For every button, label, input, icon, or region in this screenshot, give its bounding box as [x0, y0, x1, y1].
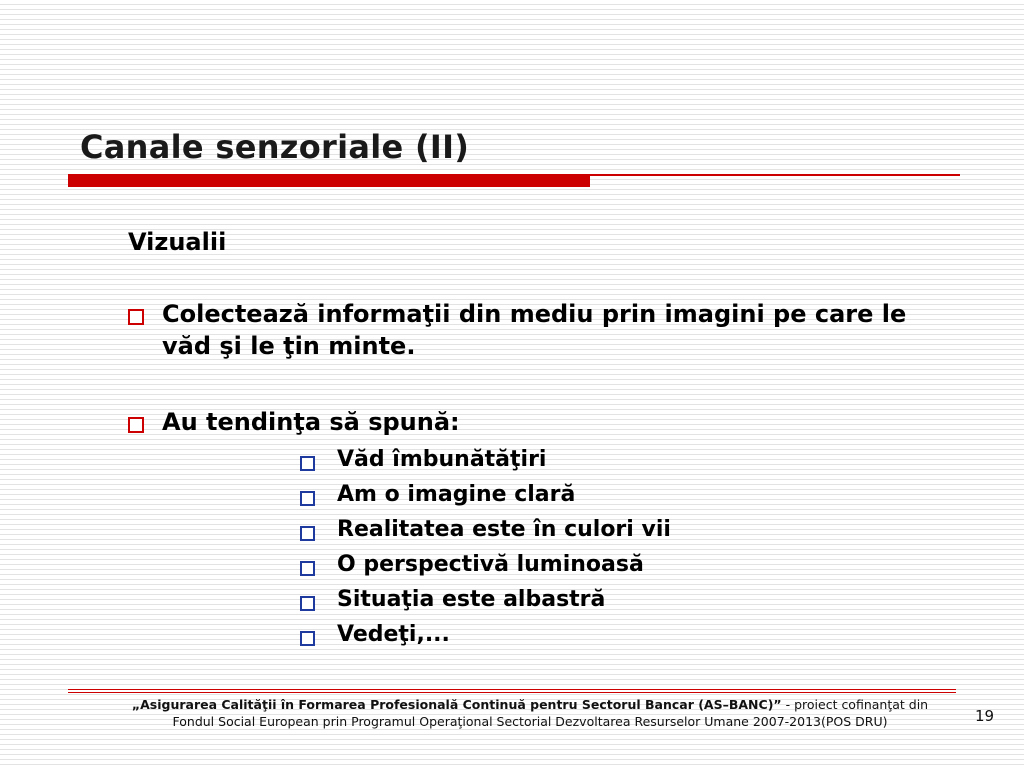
square-bullet-icon — [300, 561, 315, 576]
sub-bullet-text: Am o imagine clară — [337, 482, 576, 507]
bullet-item-tendency — [128, 410, 948, 438]
square-bullet-icon — [300, 596, 315, 611]
sub-bullet-text: Văd îmbunătăţiri — [337, 447, 547, 472]
footer-line-2: Fondul Social European prin Programul Operaţional Sectorial Dezvoltarea Resurselor Umane 2007-2013(POS DRU) — [172, 714, 888, 729]
sub-bullet-item — [300, 447, 547, 473]
footer-suffix: - proiect cofinanţat din — [781, 697, 929, 712]
sub-bullet-item — [300, 517, 671, 543]
footer-divider-bottom — [68, 692, 956, 693]
sub-bullet-text: O perspectivă luminoasă — [337, 552, 644, 577]
bullet-text: Au tendinţa să spună: — [162, 408, 460, 436]
square-bullet-icon — [128, 309, 144, 325]
sub-bullet-text: Realitatea este în culori vii — [337, 517, 671, 542]
bullet-text: Colectează informaţii din mediu prin imagini pe care le văd şi le ţin minte. — [162, 300, 907, 360]
sub-bullet-text: Situaţia este albastră — [337, 587, 606, 612]
square-bullet-icon — [128, 417, 144, 433]
bullet-item-collects-info — [128, 302, 948, 362]
sub-bullet-item — [300, 552, 644, 578]
title-underline-bar — [68, 174, 590, 187]
slide-subtitle: Vizualii — [128, 228, 227, 256]
footer-text — [100, 696, 960, 730]
footer-project-name: „Asigurarea Calităţii în Formarea Profesională Continuă pentru Sectorul Bancar (AS–BANC)” — [131, 697, 782, 712]
slide-title: Canale senzoriale (II) — [80, 128, 470, 166]
sub-bullet-item — [300, 482, 576, 508]
sub-bullet-item — [300, 622, 450, 648]
square-bullet-icon — [300, 491, 315, 506]
sub-bullet-item — [300, 587, 606, 613]
sub-bullet-text: Vedeţi,... — [337, 622, 450, 647]
title-underline-line — [590, 174, 960, 176]
square-bullet-icon — [300, 631, 315, 646]
square-bullet-icon — [300, 526, 315, 541]
footer-divider-top — [68, 689, 956, 690]
square-bullet-icon — [300, 456, 315, 471]
page-number: 19 — [975, 707, 995, 725]
